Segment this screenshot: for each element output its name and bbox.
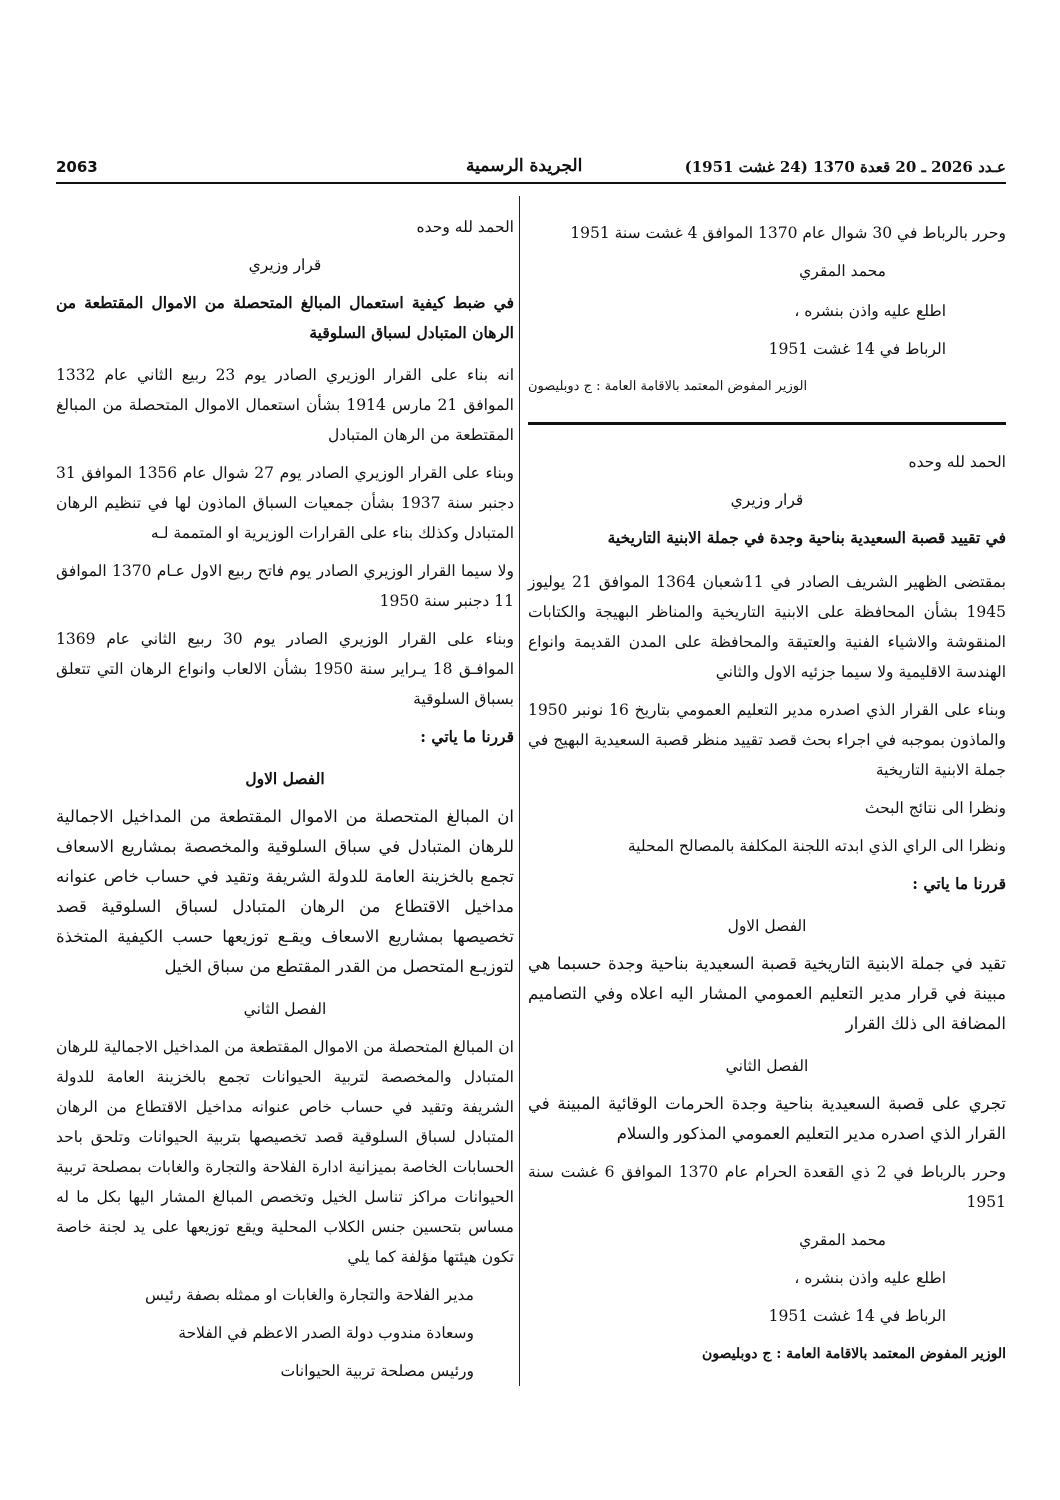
- decree-separator: [528, 422, 1006, 425]
- decree-paragraph: ونظرا الى نتائج البحث: [864, 799, 1006, 817]
- chapter-text: ان المبالغ المتحصلة من الاموال المقتطعة من المداخيل الاجمالية للرهان المتبادل في سباق السلوقية والمخصصة بمشاريع الاسعاف تجمع بالخزينة العامة للدولة الشريفة وتقيد في حساب خاص عنوانه مداخيل الاقتطاع من الرهان المتبادل لسباق السلوقية قصد تخصيصها بمشاريع الاسعاف ويقـع توزيعها حسب الكيفية المتخذة لتوزيـع المتحصل من القدر المقتطع من سباق الخيل: [56, 807, 514, 976]
- committee-member: مدير الفلاحة والتجارة والغابات او ممثله بصفة رئيس: [145, 1286, 474, 1304]
- previous-rabat-date: الرباط في 14 غشت 1951: [768, 340, 946, 358]
- previous-decree-signer: محمد المقري: [799, 262, 886, 280]
- decree-praise: الحمد لله وحده: [416, 218, 514, 236]
- issue-info: عـدد 2026 ـ 20 قعدة 1370 (24 غشت 1951): [684, 158, 1006, 176]
- previous-seen-note: اطلع عليه واذن بنشره ،: [794, 302, 946, 320]
- decree-decided: قررنا ما ياتي :: [912, 874, 1006, 893]
- decree-title: قرار وزيري: [730, 491, 804, 509]
- decree-paragraph: انه بناء على القرار الوزيري الصادر يوم 23 ربيع الثاني عام 1332 الموافق 21 مارس 1914 بشأن استعمال الاموال المتحصلة من المبالغ المقتطعة من الرهان المتبادل: [56, 366, 515, 444]
- committee-member: وسعادة مندوب دولة الصدر الاعظم في الفلاحة: [178, 1324, 474, 1342]
- decree-paragraph: ولا سيما القرار الوزيري الصادر يوم فاتح ربيع الاول عـام 1370 الموافق 11 دجنبر سنة 1950: [56, 562, 514, 610]
- decree-paragraph: بمقتضى الظهير الشريف الصادر في 11شعبان 1364 الموافق 21 يوليوز 1945 بشأن المحافظة على الابنية التاريخية والمناظر البهيجة والكتابات المنقوشة والاشياء الفنية والعتيقة والمحافظة على المدن القديمة وانواع الهندسة الاقليمية ولا سيما جزئيه الاول والثاني: [528, 573, 1006, 681]
- decree-praise: الحمد لله وحده: [908, 453, 1006, 471]
- page-header: [56, 156, 1006, 184]
- right-column: [528, 218, 1006, 1377]
- page-number: 2063: [56, 158, 98, 176]
- seen-note: اطلع عليه واذن بنشره ،: [794, 1269, 946, 1287]
- decree-paragraph: وبناء على القرار الوزيري الصادر يوم 30 ربيع الثاني عام 1369 الموافـق 18 يـراير سنة 1950 بشأن الالعاب وانواع الرهان التي تتعلق بسباق السلوقية: [56, 630, 515, 708]
- previous-decree-date: وحرر بالرباط في 30 شوال عام 1370 الموافق 4 غشت سنة 1951: [570, 224, 1006, 242]
- decree-subject: في ضبط كيفية استعمال المبالغ المتحصلة من الاموال المقتطعة من الرهان المتبادل لسباق السلوقية: [56, 293, 514, 342]
- decree-paragraph: ونظرا الى الراي الذي ابدته اللجنة المكلفة بالمصالح المحلية: [627, 837, 1006, 855]
- rabat-date: الرباط في 14 غشت 1951: [768, 1307, 946, 1325]
- decree-signer: محمد المقري: [799, 1231, 886, 1249]
- decree-title: قرار وزيري: [248, 256, 322, 274]
- chapter-title: الفصل الثاني: [725, 1057, 809, 1075]
- decree-decided: قررنا ما ياتي :: [420, 727, 514, 746]
- chapter-text: تجري على قصبة السعيدية بناحية وجدة الحرمات الوقائية المبينة في القرار الذي اصدره مدير التعليم العمومي المذكور والسلام: [528, 1094, 1006, 1143]
- chapter-title: الفصل الاول: [245, 769, 325, 788]
- chapter-title: الفصل الثاني: [243, 1000, 327, 1018]
- chapter-title: الفصل الاول: [727, 917, 807, 935]
- decree-date: وحرر بالرباط في 2 ذي القعدة الحرام عام 1370 الموافق 6 غشت سنة 1951: [528, 1163, 1006, 1211]
- decree-subject: في تقييد قصبة السعيدية بناحية وجدة في جملة الابنية التاريخية: [607, 528, 1006, 547]
- committee-member: ورئيس مصلحة تربية الحيوانات: [280, 1362, 474, 1380]
- previous-minister: الوزير المفوض المعتمد بالاقامة العامة : ج دوبليصون: [528, 379, 808, 394]
- column-divider: [519, 196, 520, 1386]
- decree-paragraph: وبناء على القرار الذي اصدره مدير التعليم العمومي بتاريخ 16 نونبر 1950 والماذون بموجبه في اجراء بحث قصد تقييد منظر قصبة السعيدية البهيج في جملة الابنية التاريخية: [528, 701, 1007, 779]
- minister-line: الوزير المفوض المعتمد بالاقامة العامة : ج دوبليصون: [702, 1346, 1006, 1362]
- journal-title: الجريدة الرسمية: [466, 156, 583, 176]
- chapter-text: ان المبالغ المتحصلة من الاموال المقتطعة من المداخيل الاجمالية للرهان المتبادل والمخصصة لتربية الحيوانات تجمع بالخزينة العامة للدولة الشريفة وتقيد في حساب خاص عنوانه مداخيل الاقتطاع من الرهان المتبادل لسباق السلوقية قصد تخصيصها بتربية الحيوانات وتلحق باحد الحسابات الخاصة بميزانية ادارة الفلاحة والتجارة والغابات بمصلحة تربية الحيوانات مراكز تناسل الخيل وتخصص المبالغ المشار اليها بكل ما له مساس بتحسين جنس الكلاب المحلية ويقع توزيعها على يد لجنة خاصة تكون هيئتها مؤلفة كما يلي: [56, 1038, 514, 1266]
- decree-paragraph: وبناء على القرار الوزيري الصادر يوم 27 شوال عام 1356 الموافق 31 دجنبر سنة 1937 بشأن جمعيات السباق الماذون لها في تنظيم الرهان المتبادل وكذلك بناء على القرارات الوزيرية او المتممة لـه: [56, 464, 514, 542]
- left-column: [56, 212, 514, 1394]
- chapter-text: تقيد في جملة الابنية التاريخية قصبة السعيدية بناحية وجدة حسبما هي مبينة في قرار مدير التعليم العمومي المشار اليه اعلاه وفي التصاميم المضافة الى ذلك القرار: [528, 954, 1006, 1033]
